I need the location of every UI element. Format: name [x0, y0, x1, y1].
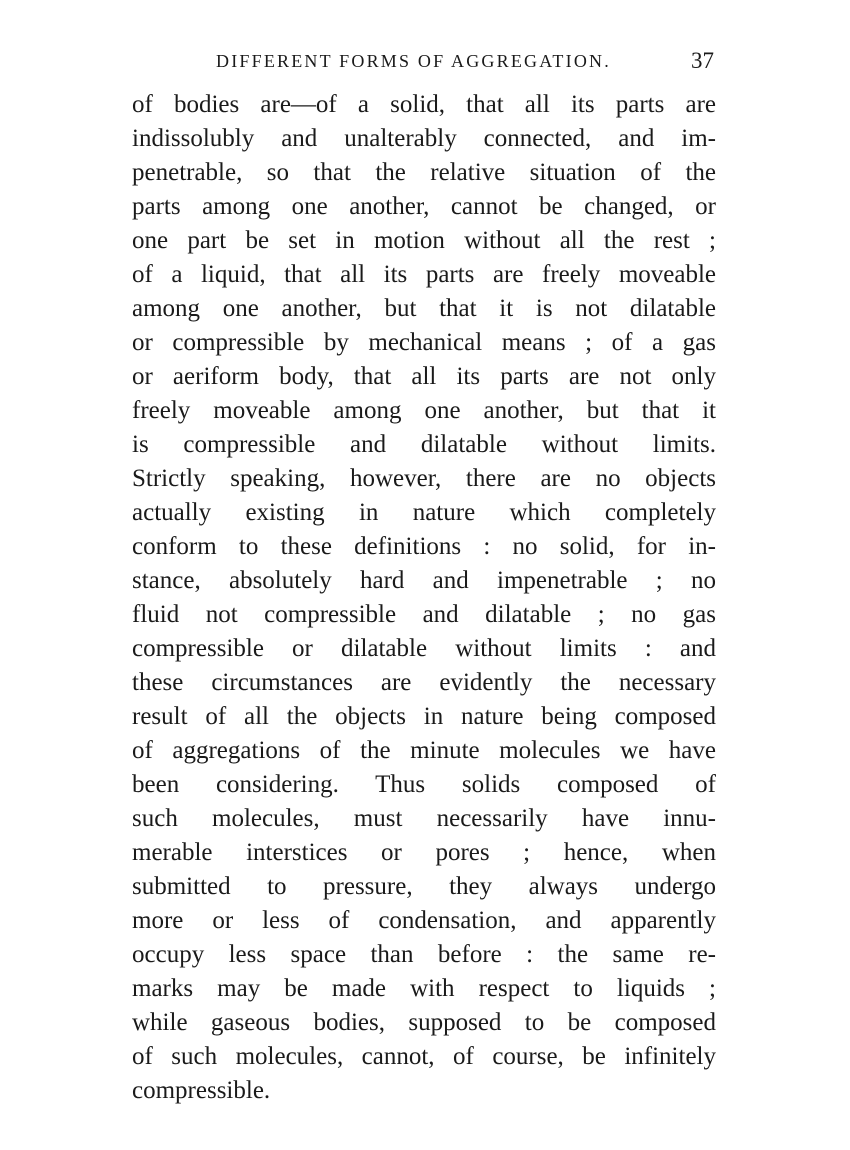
- text-line: of a liquid, that all its parts are freely moveable: [132, 261, 716, 288]
- running-title: DIFFERENT FORMS OF AGGREGATION.: [216, 51, 611, 71]
- running-header: [132, 46, 716, 76]
- page-number: 37: [691, 48, 714, 73]
- text-line: of aggregations of the minute molecules we have: [132, 737, 716, 764]
- text-line: result of all the objects in nature being composed: [132, 703, 716, 730]
- text-line: among one another, but that it is not dilatable: [132, 295, 716, 322]
- text-line: stance, absolutely hard and impenetrable ; no: [132, 567, 716, 594]
- text-line: of bodies are—of a solid, that all its parts are: [132, 91, 716, 118]
- text-line: actually existing in nature which completely: [132, 499, 716, 526]
- text-line-last: compressible.: [132, 1077, 271, 1104]
- text-line: one part be set in motion without all the rest ;: [132, 227, 716, 254]
- body-paragraph: [132, 88, 716, 1108]
- text-line: merable interstices or pores ; hence, when: [132, 839, 716, 866]
- text-line: such molecules, must necessarily have innu-: [132, 805, 716, 832]
- text-line: occupy less space than before : the same re-: [132, 941, 716, 968]
- text-line: is compressible and dilatable without limits.: [132, 431, 716, 458]
- text-line: of such molecules, cannot, of course, be infinitely: [132, 1043, 716, 1070]
- text-line: these circumstances are evidently the necessary: [132, 669, 716, 696]
- text-line: freely moveable among one another, but that it: [132, 397, 716, 424]
- text-line: conform to these definitions : no solid, for in-: [132, 533, 716, 560]
- text-line: penetrable, so that the relative situation of the: [132, 159, 716, 186]
- text-line: parts among one another, cannot be changed, or: [132, 193, 716, 220]
- text-line: submitted to pressure, they always undergo: [132, 873, 716, 900]
- text-line: while gaseous bodies, supposed to be composed: [132, 1009, 716, 1036]
- text-line: more or less of condensation, and apparently: [132, 907, 716, 934]
- text-line: compressible or dilatable without limits : and: [132, 635, 716, 662]
- text-line: marks may be made with respect to liquids ;: [132, 975, 716, 1002]
- text-line: indissolubly and unalterably connected, and im-: [132, 125, 716, 152]
- text-line: fluid not compressible and dilatable ; no gas: [132, 601, 716, 628]
- text-line: or compressible by mechanical means ; of a gas: [132, 329, 716, 356]
- text-line: or aeriform body, that all its parts are not only: [132, 363, 716, 390]
- text-line: Strictly speaking, however, there are no objects: [132, 465, 716, 492]
- text-line: been considering. Thus solids composed of: [132, 771, 716, 798]
